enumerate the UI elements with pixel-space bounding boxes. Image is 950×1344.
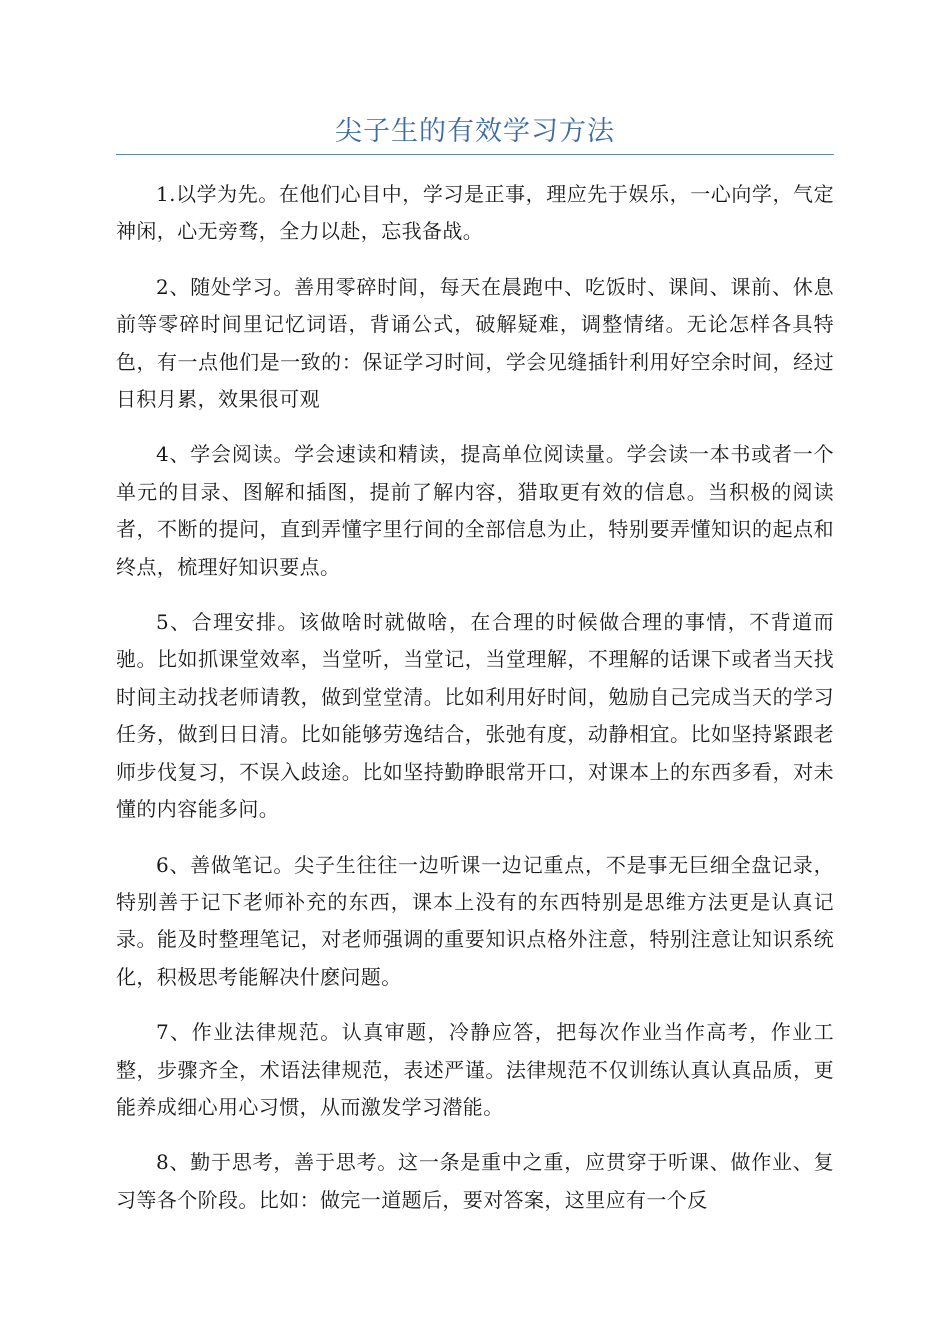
document-body	[116, 176, 834, 1237]
title-underline	[116, 154, 834, 155]
document-title: 尖子生的有效学习方法	[335, 116, 615, 147]
paragraph-6: 6、善做笔记。尖子生往往一边听课一边记重点，不是事无巨细全盘记录，特别善于记下老师补充的东西，课本上没有的东西特别是思维方法更是认真记录。能及时整理笔记，对老师强调的重要知识点格外注意，特别注意让知识系统化，积极思考能解决什麽问题。	[116, 852, 834, 989]
paragraph-5: 5、合理安排。该做啥时就做啥，在合理的时候做合理的事情，不背道而驰。比如抓课堂效率，当堂听，当堂记，当堂理解，不理解的话课下或者当天找时间主动找老师请教，做到堂堂清。比如利用好时间，勉励自己完成当天的学习任务，做到日日清。比如能够劳逸结合，张弛有度，动静相宜。比如坚持紧跟老师步伐复习，不误入歧途。比如坚持勤睁眼常开口，对课本上的东西多看，对未懂的内容能多问。	[116, 610, 834, 822]
paragraph-4: 4、学会阅读。学会速读和精读，提高单位阅读量。学会读一本书或者一个单元的目录、图解和插图，提前了解内容，猎取更有效的信息。当积极的阅读者，不断的提问，直到弄懂字里行间的全部信息为止，特别要弄懂知识的起点和终点，梳理好知识要点。	[116, 442, 834, 579]
paragraph-7: 7、作业法律规范。认真审题，冷静应答，把每次作业当作高考，作业工整，步骤齐全，术语法律规范，表述严谨。法律规范不仅训练认真认真品质，更能养成细心用心习惯，从而激发学习潜能。	[116, 1020, 834, 1119]
paragraph-2: 2、随处学习。善用零碎时间，每天在晨跑中、吃饭时、课间、课前、休息前等零碎时间里记忆词语，背诵公式，破解疑难，调整情绪。无论怎样各具特色，有一点他们是一致的：保证学习时间，学会见缝插针利用好空余时间，经过日积月累，效果很可观	[116, 274, 834, 412]
paragraph-8: 8、勤于思考，善于思考。这一条是重中之重，应贯穿于听课、做作业、复习等各个阶段。比如：做完一道题后，要对答案，这里应有一个反	[116, 1150, 834, 1212]
paragraph-1: 1.以学为先。在他们心目中，学习是正事，理应先于娱乐，一心向学，气定神闲，心无旁骛，全力以赴，忘我备战。	[116, 182, 834, 244]
